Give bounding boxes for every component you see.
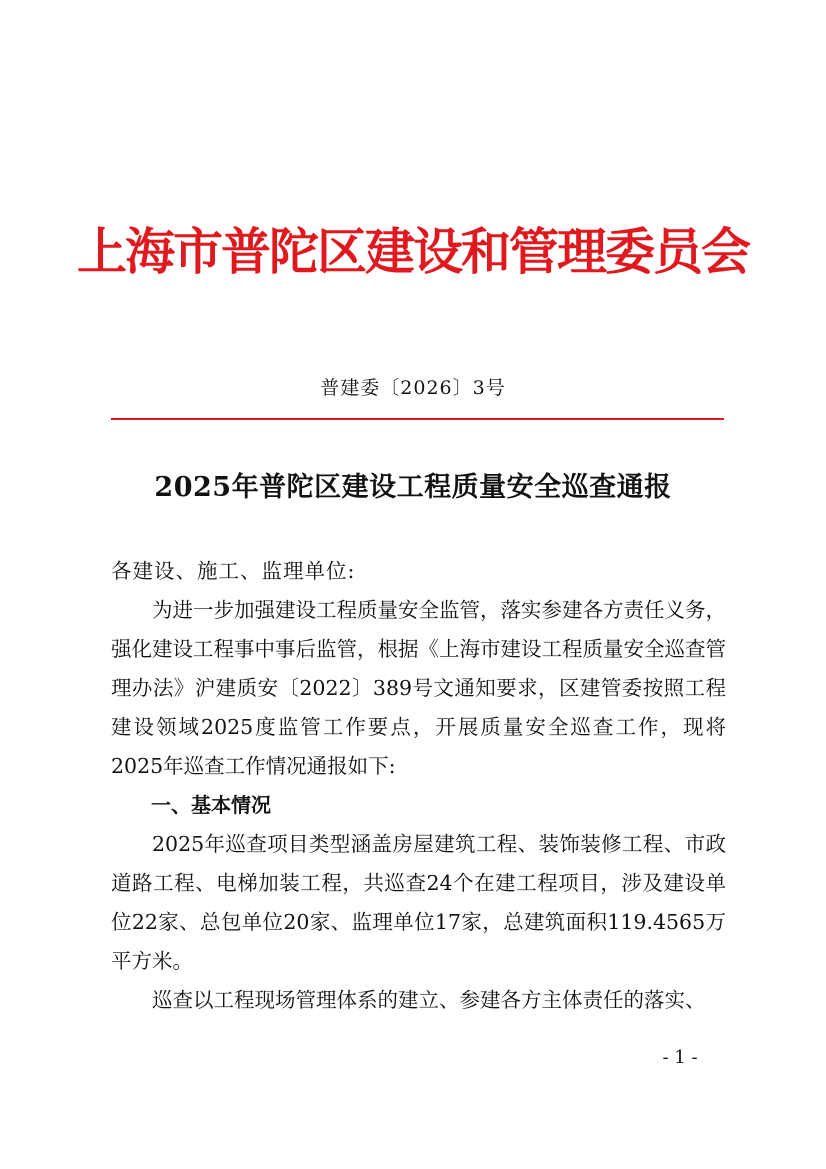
section-heading-basic-situation: 一、基本情况 [151, 793, 271, 817]
red-divider-rule [111, 418, 724, 420]
document-body [111, 552, 726, 1020]
document-number: 普建委〔2026〕3号 [320, 377, 506, 399]
inspection-scope-paragraph: 巡查以工程现场管理体系的建立、参建各方主体责任的落实、 [152, 988, 706, 1012]
intro-paragraph: 为进一步加强建设工程质量安全监管，落实参建各方责任义务，强化建设工程事中事后监管，根据《上海市建设工程质量安全巡查管理办法》沪建质安〔2022〕389号文通知要求，区建管委按照工程建设领域2025度监管工作要点，开展质量安全巡查工作，现将2025年巡查工作情况通报如下: [111, 598, 726, 778]
document-title: 2025年普陀区建设工程质量安全巡查通报 [154, 472, 672, 503]
basic-situation-paragraph: 2025年巡查项目类型涵盖房屋建筑工程、装饰装修工程、市政道路工程、电梯加装工程，共巡查24个在建工程项目，涉及建设单位22家、总包单位20家、监理单位17家，总建筑面积119.4565万平方米。 [111, 832, 726, 973]
page-number: - 1 - [662, 1047, 698, 1068]
organization-header: 上海市普陀区建设和管理委员会 [77, 222, 749, 281]
salutation: 各建设、施工、监理单位: [111, 559, 356, 583]
